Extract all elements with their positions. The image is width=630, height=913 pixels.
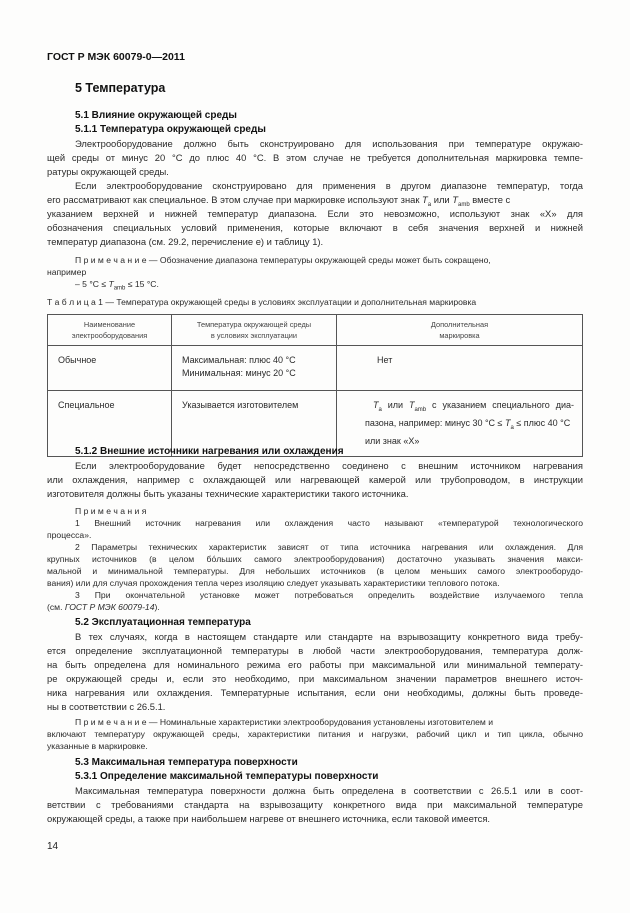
subsection-5-1-1-title: 5.1.1 Температура окружающей среды [75,124,266,135]
document-header: ГОСТ Р МЭК 60079-0—2011 [47,51,185,63]
note-line: включают температуру окружающей среды, характеристики питания и нагрузки, рабочий цикл и тип цикла, обычно [47,729,583,739]
paragraph-line: Максимальная температура поверхности должна быть определена в соответствии с 26.5.1 или в соот- [75,785,583,796]
paragraph-line: ника нагревания или охлаждения. Температурные испытания, если они необходимы, должны быть проведе- [47,687,583,698]
paragraph-line: щей среды от минус 20 °С до плюс 40 °С. В этом случае не требуется дополнительная маркировка темпе- [47,152,583,163]
table-header-cell: Наименование электрооборудования [48,315,172,346]
note-line: указанные в маркировке. [47,741,148,751]
paragraph-line: ратуры окружающей среды. [47,166,169,177]
table-caption: Т а б л и ц а 1 — Температура окружающей среды в условиях эксплуатации и дополнительная маркировка [47,297,477,307]
paragraph-line: В тех случаях, когда в настоящем стандарте или стандарте на взрывозащиту конкретного вида требу- [75,631,583,642]
note-line: 1 Внешний источник нагревания или охлаждения часто называют «температурой технологического [75,518,583,528]
section-title: 5 Температура [75,81,166,95]
paragraph-line: Если электрооборудование сконструировано для применения в другом диапазоне температур, тогда [75,180,583,191]
table-cell: Максимальная: плюс 40 °С Минимальная: минус 20 °С [172,346,337,391]
page-number: 14 [47,841,59,852]
temperature-table [47,314,583,457]
paragraph-line: температур диапазона (см. 29.2, перечисление е) и таблицу 1). [47,236,324,247]
note-line: мальной и минимальной температуры. Для небольших источников (в целом меньших самого электрооборудо- [47,566,583,576]
table-header-row [48,315,583,346]
table-cell: Нет [337,346,583,391]
paragraph-line: ре окружающей среды и, если это необходимо, при максимальном значении параметров внешнего источ- [47,673,583,684]
paragraph-line: указанием верхней и нижней температур диапазона. Если это невозможно, используют знак «Х» для [47,208,583,219]
table-cell: $T_a$ или $T_{amb}$ с указанием специального диа- пазона, например: минус 30 $^\circ С \le T_a$ ≤ плюс 40 °С или знак «Х» [337,391,583,457]
note-formula: – 5 $^\circ С \le T_{amb} \le 15$ °С. [75,279,159,292]
table-cell: Обычное [48,346,172,391]
note-line: крупных источников (в целом бо́льших самого электрооборудования) достаточно указывать значения макси- [47,554,583,564]
paragraph-line: ветствии с требованиями стандарта на взрывозащиту конкретного вида при максимальной температуре [47,799,583,810]
table-header-cell: Температура окружающей среды в условиях эксплуатации [172,315,337,346]
note-line: П р и м е ч а н и е — Номинальные характеристики электрооборудования установлены изготовителем и [75,717,494,727]
paragraph-line: изготовителя должны быть указаны технические характеристики такого источника. [47,488,409,499]
paragraph-line: на быть определена для номинального режима его работы при максимальной или минимальной температу- [47,659,583,670]
subsection-5-3-1-title: 5.3.1 Определение максимальной температуры поверхности [75,771,379,782]
subsection-5-3-title: 5.3 Максимальная температура поверхности [75,757,298,768]
note-line: 3 При окончательной установке может потребоваться определить воздействие излучаемого тепла [75,590,583,600]
notes-label: П р и м е ч а н и я [75,506,147,516]
paragraph-line: обозначения специальных условий применения, которые включают в себя значения верхней и нижней [47,222,583,233]
table-cell: Специальное [48,391,172,457]
note-line: (см. ГОСТ Р МЭК 60079-14). [47,602,160,612]
subsection-5-2-title: 5.2 Эксплуатационная температура [75,617,251,628]
note-line: П р и м е ч а н и е — Обозначение диапазона температуры окружающей среды может быть сокращено, [75,255,491,265]
note-line: например [47,267,87,277]
paragraph-line: или охлаждения, например с охлаждающей или нагревающей камерой или трубопроводом, в инструкции [47,474,583,485]
note-line: вания) или для случая прохождения тепла через изоляцию следует указывать характеристики теплового потока. [47,578,500,588]
paragraph-line-symbols: его рассматривают как специальное. В этом случае при маркировке используют знак $T_a$ или $T_{amb}$ вместе с [47,194,511,208]
note-line: 2 Параметры технических характеристик зависят от типа источника нагревания или охлаждения. Для [75,542,583,552]
table-row [48,346,583,391]
subsection-5-1-2-title: 5.1.2 Внешние источники нагревания или охлаждения [75,446,344,457]
paragraph-line: ны в соответствии с 26.5.1. [47,701,166,712]
paragraph-line: Если электрооборудование будет непосредственно соединено с внешним источником нагревания [75,460,583,471]
paragraph-line: окружающей среды, а также при наибольшем нагреве от внешнего источника, если таковой имеется. [47,813,491,824]
paragraph-line: Электрооборудование должно быть сконструировано для использования при температуре окружаю- [75,138,583,149]
table-header-cell: Дополнительная маркировка [337,315,583,346]
table-cell: Указывается изготовителем [172,391,337,457]
paragraph-line: ется определение эксплуатационной температуры в любой части электрооборудования, температура долж- [47,645,583,656]
note-line: процесса». [47,530,92,540]
subsection-5-1-title: 5.1 Влияние окружающей среды [75,110,237,121]
